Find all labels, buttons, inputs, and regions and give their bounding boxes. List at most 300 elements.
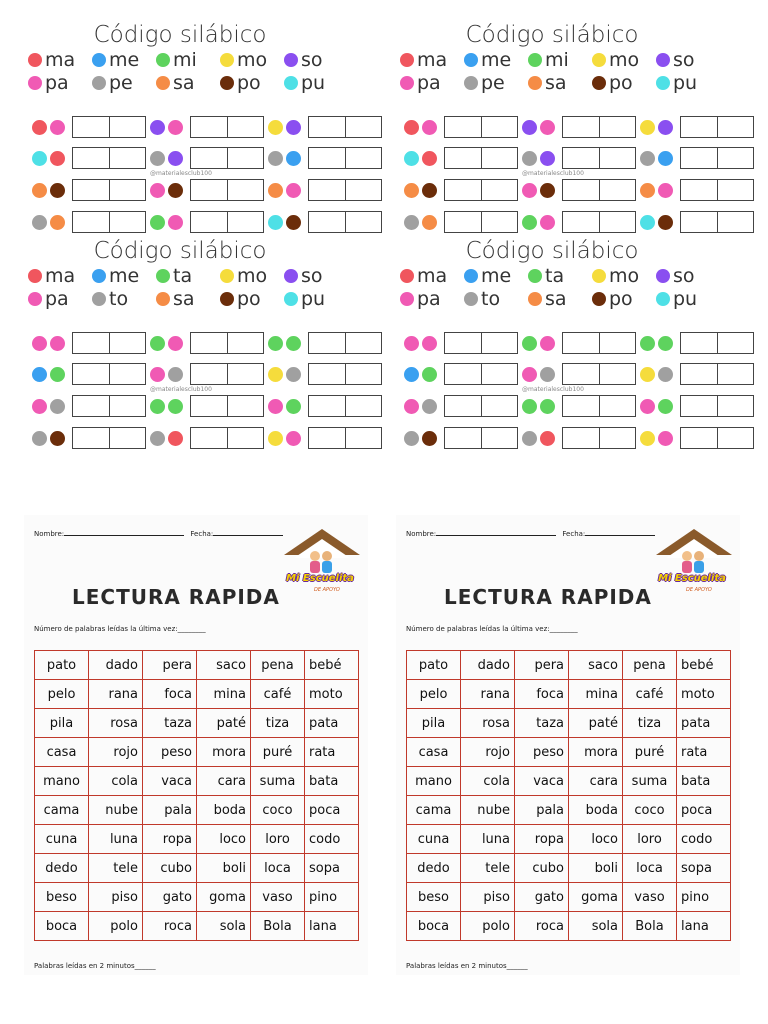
nombre-field[interactable] xyxy=(436,535,556,536)
words-table xyxy=(34,650,359,941)
answer-box[interactable] xyxy=(345,428,382,448)
answer-box[interactable] xyxy=(109,396,146,416)
word-cell: dado xyxy=(89,651,143,680)
word-cell: coco xyxy=(623,796,677,825)
answer-boxes[interactable] xyxy=(190,179,264,201)
legend-syllable: mo xyxy=(237,49,268,71)
exercise-item xyxy=(640,395,754,417)
color-dot-icon xyxy=(422,431,437,446)
answer-box[interactable] xyxy=(481,428,518,448)
answer-box[interactable] xyxy=(73,117,109,137)
answer-boxes[interactable] xyxy=(562,116,636,138)
answer-box[interactable] xyxy=(681,180,717,200)
color-dot-icon xyxy=(50,367,65,382)
answer-box[interactable] xyxy=(73,364,109,384)
exercise-item xyxy=(640,427,754,449)
answer-box[interactable] xyxy=(227,180,264,200)
word-cell: suma xyxy=(251,767,305,796)
answer-boxes[interactable] xyxy=(444,179,518,201)
exercise-item xyxy=(640,363,754,385)
legend-item xyxy=(656,73,720,93)
word-cell: cubo xyxy=(515,854,569,883)
answer-box[interactable] xyxy=(563,428,599,448)
answer-boxes[interactable] xyxy=(444,363,518,385)
legend-item xyxy=(92,50,156,70)
legend-row xyxy=(400,289,720,309)
answer-box[interactable] xyxy=(345,333,382,353)
answer-boxes[interactable] xyxy=(562,332,636,354)
color-dot-icon xyxy=(156,53,170,67)
table-row xyxy=(35,912,359,941)
word-cell: cara xyxy=(569,767,623,796)
legend-item xyxy=(400,50,464,70)
logo-subtext: DE APOYO xyxy=(686,587,712,593)
answer-boxes[interactable] xyxy=(72,363,146,385)
table-row xyxy=(407,796,731,825)
color-dot-icon xyxy=(168,120,183,135)
color-dot-icon xyxy=(658,120,673,135)
color-dot-icon xyxy=(464,269,478,283)
previous-words-read: Número de palabras leídas la última vez:________ xyxy=(34,625,206,633)
answer-box[interactable] xyxy=(309,428,345,448)
answer-box[interactable] xyxy=(227,117,264,137)
word-cell: tele xyxy=(89,854,143,883)
answer-box[interactable] xyxy=(481,117,518,137)
answer-box[interactable] xyxy=(481,364,518,384)
word-cell: rata xyxy=(305,738,359,767)
color-dot-icon xyxy=(150,431,165,446)
legend-syllable: to xyxy=(109,288,129,310)
table-row xyxy=(35,680,359,709)
answer-box[interactable] xyxy=(345,364,382,384)
answer-boxes[interactable] xyxy=(444,427,518,449)
word-cell: rojo xyxy=(461,738,515,767)
legend-item xyxy=(528,50,592,70)
answer-box[interactable] xyxy=(563,333,599,353)
answer-box[interactable] xyxy=(681,396,717,416)
color-dot-icon xyxy=(268,151,283,166)
legend-item xyxy=(92,73,156,93)
answer-box[interactable] xyxy=(73,396,109,416)
answer-box[interactable] xyxy=(481,148,518,168)
table-row xyxy=(407,825,731,854)
answer-box[interactable] xyxy=(445,180,481,200)
color-dot-icon xyxy=(168,151,183,166)
exercise-item xyxy=(32,179,146,201)
color-dot-icon xyxy=(92,292,106,306)
answer-boxes[interactable] xyxy=(562,395,636,417)
color-dot-icon xyxy=(640,367,655,382)
answer-boxes[interactable] xyxy=(190,147,264,169)
answer-box[interactable] xyxy=(599,364,636,384)
answer-box[interactable] xyxy=(481,333,518,353)
legend-syllable: po xyxy=(237,72,261,94)
legend-item xyxy=(656,289,720,309)
answer-boxes[interactable] xyxy=(308,363,382,385)
answer-box[interactable] xyxy=(599,333,636,353)
answer-boxes[interactable] xyxy=(680,363,754,385)
logo-subtext: DE APOYO xyxy=(314,587,340,593)
exercise-item xyxy=(522,395,636,417)
color-dot-icon xyxy=(592,292,606,306)
code-panel-title: Código silábico xyxy=(93,22,267,48)
word-cell: puré xyxy=(251,738,305,767)
answer-box[interactable] xyxy=(717,396,754,416)
answer-box[interactable] xyxy=(109,148,146,168)
answer-box[interactable] xyxy=(191,117,227,137)
lectura-rapida-worksheet xyxy=(396,515,740,975)
color-dot-icon xyxy=(528,53,542,67)
answer-box[interactable] xyxy=(109,364,146,384)
answer-box[interactable] xyxy=(73,333,109,353)
word-cell: moto xyxy=(305,680,359,709)
word-cell: vaca xyxy=(143,767,197,796)
exercise-item xyxy=(268,332,382,354)
answer-box[interactable] xyxy=(309,333,345,353)
color-dot-icon xyxy=(640,183,655,198)
color-dot-icon xyxy=(286,120,301,135)
word-cell: boli xyxy=(197,854,251,883)
answer-boxes[interactable] xyxy=(190,395,264,417)
color-dot-icon xyxy=(50,336,65,351)
answer-box[interactable] xyxy=(563,364,599,384)
answer-boxes[interactable] xyxy=(680,332,754,354)
word-cell: luna xyxy=(461,825,515,854)
exercise-row xyxy=(404,362,758,386)
answer-box[interactable] xyxy=(599,180,636,200)
answer-boxes[interactable] xyxy=(562,147,636,169)
exercise-item xyxy=(150,395,264,417)
exercise-item xyxy=(404,332,518,354)
answer-box[interactable] xyxy=(309,396,345,416)
answer-box[interactable] xyxy=(717,117,754,137)
color-dot-icon xyxy=(286,431,301,446)
answer-boxes[interactable] xyxy=(308,332,382,354)
answer-box[interactable] xyxy=(481,180,518,200)
color-dot-icon xyxy=(658,183,673,198)
answer-boxes[interactable] xyxy=(72,332,146,354)
answer-box[interactable] xyxy=(345,396,382,416)
word-cell: peso xyxy=(515,738,569,767)
answer-boxes[interactable] xyxy=(72,395,146,417)
color-dot-icon xyxy=(220,53,234,67)
color-dot-icon xyxy=(640,336,655,351)
nombre-label: Nombre: xyxy=(406,530,437,538)
word-cell: poca xyxy=(305,796,359,825)
answer-boxes[interactable] xyxy=(308,147,382,169)
word-cell: loro xyxy=(251,825,305,854)
answer-box[interactable] xyxy=(191,364,227,384)
answer-box[interactable] xyxy=(717,428,754,448)
word-cell: tiza xyxy=(251,709,305,738)
color-dot-icon xyxy=(28,53,42,67)
color-dot-icon xyxy=(168,431,183,446)
answer-box[interactable] xyxy=(309,117,345,137)
legend-item xyxy=(284,50,348,70)
legend-item xyxy=(28,50,92,70)
answer-box[interactable] xyxy=(445,428,481,448)
answer-boxes[interactable] xyxy=(680,427,754,449)
word-cell: cola xyxy=(89,767,143,796)
exercise-item xyxy=(404,147,518,169)
word-cell: piso xyxy=(89,883,143,912)
answer-box[interactable] xyxy=(563,117,599,137)
color-dot-icon xyxy=(656,269,670,283)
color-dot-icon xyxy=(658,431,673,446)
answer-box[interactable] xyxy=(191,148,227,168)
answer-boxes[interactable] xyxy=(680,179,754,201)
word-cell: pala xyxy=(515,796,569,825)
answer-box[interactable] xyxy=(191,396,227,416)
answer-boxes[interactable] xyxy=(190,116,264,138)
answer-box[interactable] xyxy=(191,428,227,448)
color-dot-icon xyxy=(656,53,670,67)
answer-box[interactable] xyxy=(227,364,264,384)
color-dot-icon xyxy=(150,151,165,166)
answer-boxes[interactable] xyxy=(308,427,382,449)
word-cell: cama xyxy=(407,796,461,825)
color-dot-icon xyxy=(286,151,301,166)
children-icon xyxy=(682,551,706,573)
answer-box[interactable] xyxy=(345,117,382,137)
legend-syllable: sa xyxy=(173,72,195,94)
answer-box[interactable] xyxy=(717,148,754,168)
word-cell: pata xyxy=(677,709,731,738)
answer-box[interactable] xyxy=(563,148,599,168)
answer-box[interactable] xyxy=(309,148,345,168)
word-cell: pala xyxy=(143,796,197,825)
answer-box[interactable] xyxy=(227,333,264,353)
legend-syllable: pu xyxy=(301,72,326,94)
sheet-title: LECTURA RAPIDA xyxy=(444,585,652,609)
answer-box[interactable] xyxy=(109,428,146,448)
answer-boxes[interactable] xyxy=(190,427,264,449)
legend-syllable: ta xyxy=(173,265,193,287)
legend-syllable: to xyxy=(481,288,501,310)
answer-boxes[interactable] xyxy=(72,179,146,201)
answer-box[interactable] xyxy=(599,117,636,137)
legend-item xyxy=(592,266,656,286)
answer-boxes[interactable] xyxy=(444,332,518,354)
answer-box[interactable] xyxy=(599,396,636,416)
exercise-item xyxy=(268,147,382,169)
answer-boxes[interactable] xyxy=(680,395,754,417)
legend-item xyxy=(220,266,284,286)
word-cell: foca xyxy=(143,680,197,709)
word-cell: pila xyxy=(407,709,461,738)
color-dot-icon xyxy=(268,120,283,135)
syllable-code-panel xyxy=(382,216,732,432)
school-logo xyxy=(274,525,366,597)
answer-box[interactable] xyxy=(681,148,717,168)
legend-item xyxy=(156,289,220,309)
answer-box[interactable] xyxy=(717,364,754,384)
color-dot-icon xyxy=(540,183,555,198)
answer-boxes[interactable] xyxy=(308,179,382,201)
word-cell: mano xyxy=(407,767,461,796)
answer-boxes[interactable] xyxy=(680,116,754,138)
logo-text: Mi Escuelita xyxy=(286,573,354,584)
color-dot-icon xyxy=(522,151,537,166)
exercise-item xyxy=(268,395,382,417)
word-cell: pera xyxy=(515,651,569,680)
exercise-row xyxy=(404,146,758,170)
answer-box[interactable] xyxy=(191,333,227,353)
answer-box[interactable] xyxy=(599,428,636,448)
answer-box[interactable] xyxy=(227,428,264,448)
color-dot-icon xyxy=(168,336,183,351)
word-cell: sopa xyxy=(305,854,359,883)
color-dot-icon xyxy=(50,399,65,414)
legend-item xyxy=(284,266,348,286)
exercise-item xyxy=(404,179,518,201)
fecha-field[interactable] xyxy=(213,535,283,536)
exercise-item xyxy=(150,147,264,169)
exercise-row xyxy=(32,178,386,202)
word-cell: lana xyxy=(305,912,359,941)
color-dot-icon xyxy=(404,367,419,382)
word-cell: pata xyxy=(305,709,359,738)
word-cell: Bola xyxy=(251,912,305,941)
legend-item xyxy=(92,289,156,309)
answer-box[interactable] xyxy=(445,117,481,137)
answer-boxes[interactable] xyxy=(562,427,636,449)
color-dot-icon xyxy=(284,53,298,67)
color-dot-icon xyxy=(150,336,165,351)
answer-boxes[interactable] xyxy=(308,116,382,138)
legend-item xyxy=(92,266,156,286)
exercise-item xyxy=(150,427,264,449)
answer-box[interactable] xyxy=(73,428,109,448)
answer-boxes[interactable] xyxy=(562,363,636,385)
exercise-row xyxy=(32,115,386,139)
answer-box[interactable] xyxy=(309,180,345,200)
color-dot-icon xyxy=(284,76,298,90)
exercise-row xyxy=(404,331,758,355)
legend-item xyxy=(528,266,592,286)
legend-item xyxy=(464,266,528,286)
word-cell: nube xyxy=(89,796,143,825)
answer-box[interactable] xyxy=(681,117,717,137)
word-cell: pera xyxy=(143,651,197,680)
answer-box[interactable] xyxy=(109,117,146,137)
color-dot-icon xyxy=(404,431,419,446)
answer-box[interactable] xyxy=(445,333,481,353)
answer-box[interactable] xyxy=(481,396,518,416)
word-cell: sopa xyxy=(677,854,731,883)
answer-box[interactable] xyxy=(563,180,599,200)
table-row xyxy=(407,854,731,883)
answer-box[interactable] xyxy=(345,180,382,200)
answer-boxes[interactable] xyxy=(72,427,146,449)
answer-boxes[interactable] xyxy=(72,147,146,169)
answer-box[interactable] xyxy=(681,364,717,384)
color-dot-icon xyxy=(540,431,555,446)
word-cell: codo xyxy=(677,825,731,854)
answer-box[interactable] xyxy=(227,396,264,416)
color-dot-icon xyxy=(522,120,537,135)
answer-boxes[interactable] xyxy=(562,179,636,201)
answer-box[interactable] xyxy=(227,148,264,168)
exercise-item xyxy=(32,332,146,354)
word-cell: café xyxy=(623,680,677,709)
color-dot-icon xyxy=(528,269,542,283)
word-cell: loca xyxy=(251,854,305,883)
answer-box[interactable] xyxy=(445,396,481,416)
word-cell: cama xyxy=(35,796,89,825)
legend-item xyxy=(464,289,528,309)
word-cell: pato xyxy=(35,651,89,680)
answer-box[interactable] xyxy=(717,333,754,353)
answer-box[interactable] xyxy=(717,180,754,200)
answer-boxes[interactable] xyxy=(72,116,146,138)
legend-syllable: mo xyxy=(609,265,640,287)
answer-box[interactable] xyxy=(599,148,636,168)
children-icon xyxy=(310,551,334,573)
answer-boxes[interactable] xyxy=(680,147,754,169)
answer-box[interactable] xyxy=(563,396,599,416)
color-dot-icon xyxy=(540,399,555,414)
word-cell: boca xyxy=(35,912,89,941)
code-panel-title: Código silábico xyxy=(465,22,639,48)
color-dot-icon xyxy=(150,120,165,135)
exercise-item xyxy=(522,179,636,201)
answer-boxes[interactable] xyxy=(190,363,264,385)
table-row xyxy=(407,709,731,738)
nombre-field[interactable] xyxy=(64,535,184,536)
answer-box[interactable] xyxy=(445,364,481,384)
word-cell: pato xyxy=(407,651,461,680)
legend-item xyxy=(220,73,284,93)
answer-boxes[interactable] xyxy=(444,116,518,138)
answer-boxes[interactable] xyxy=(444,147,518,169)
answer-boxes[interactable] xyxy=(444,395,518,417)
color-dot-icon xyxy=(50,183,65,198)
answer-box[interactable] xyxy=(681,333,717,353)
legend-row xyxy=(400,266,720,286)
color-dot-icon xyxy=(220,269,234,283)
answer-box[interactable] xyxy=(445,148,481,168)
fecha-field[interactable] xyxy=(585,535,655,536)
color-dot-icon xyxy=(522,336,537,351)
exercise-row xyxy=(32,362,386,386)
answer-box[interactable] xyxy=(309,364,345,384)
answer-box[interactable] xyxy=(681,428,717,448)
answer-box[interactable] xyxy=(109,333,146,353)
answer-boxes[interactable] xyxy=(308,395,382,417)
color-dot-icon xyxy=(658,399,673,414)
answer-box[interactable] xyxy=(345,148,382,168)
legend-syllable: pa xyxy=(417,288,441,310)
color-dot-icon xyxy=(592,76,606,90)
word-cell: sola xyxy=(197,912,251,941)
legend-item xyxy=(156,73,220,93)
legend-row xyxy=(28,73,348,93)
legend-syllable: so xyxy=(301,265,323,287)
answer-box[interactable] xyxy=(109,180,146,200)
legend-syllable: me xyxy=(109,265,140,287)
answer-box[interactable] xyxy=(73,180,109,200)
answer-box[interactable] xyxy=(73,148,109,168)
answer-boxes[interactable] xyxy=(190,332,264,354)
color-dot-icon xyxy=(268,183,283,198)
answer-box[interactable] xyxy=(191,180,227,200)
color-dot-icon xyxy=(540,367,555,382)
color-dot-icon xyxy=(92,269,106,283)
color-dot-icon xyxy=(404,120,419,135)
word-cell: pelo xyxy=(407,680,461,709)
table-row xyxy=(407,912,731,941)
